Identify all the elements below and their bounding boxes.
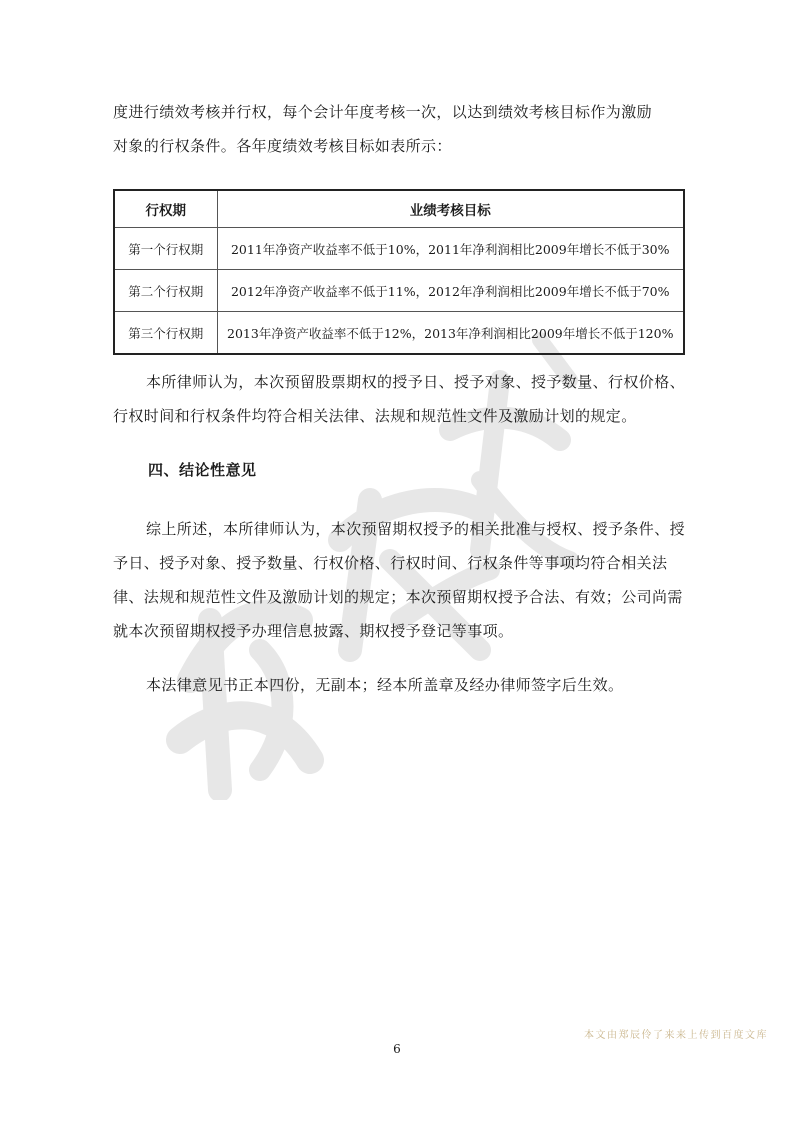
lawyer-opinion-paragraph: 本所律师认为，本次预留股票期权的授予日、授予对象、授予数量、行权价格、行权时间和行权条件均符合相关法律、法规和规范性文件及激励计划的规定。 <box>113 373 686 425</box>
upload-note: 本文由郑辰伶了来来上传到百度文库 <box>584 1030 768 1041</box>
paragraph-line: 度进行绩效考核并行权，每个会计年度考核一次，以达到绩效考核目标作为激励 <box>113 103 653 121</box>
column-header-target: 业绩考核目标 <box>217 190 684 228</box>
period-cell: 第一个行权期 <box>114 228 217 270</box>
conclusion-paragraph: 综上所述，本所律师认为，本次预留期权授予的相关批准与授权、授予条件、授予日、授予对象、授予数量、行权价格、行权时间、行权条件等事项均符合相关法律、法规和规范性文件及激励计划的规定；本次预留期权授予合法、有效；公司尚需就本次预留期权授予办理信息披露、期权授予登记等事项。 <box>113 520 686 640</box>
closing-paragraph: 本法律意见书正本四份，无副本；经本所盖章及经办律师签字后生效。 <box>146 676 624 694</box>
performance-target-table <box>113 189 685 355</box>
column-header-period: 行权期 <box>114 190 217 228</box>
period-cell: 第二个行权期 <box>114 270 217 312</box>
target-cell: 2013年净资产收益率不低于12%，2013年净利润相比2009年增长不低于120% <box>217 312 684 355</box>
table-row <box>114 270 684 312</box>
paragraph-line: 对象的行权条件。各年度绩效考核目标如表所示： <box>113 137 452 155</box>
period-cell: 第三个行权期 <box>114 312 217 355</box>
target-cell: 2012年净资产收益率不低于11%，2012年净利润相比2009年增长不低于70% <box>217 270 684 312</box>
table-row <box>114 312 684 355</box>
table-row <box>114 228 684 270</box>
page-number: 6 <box>393 1042 401 1056</box>
target-cell: 2011年净资产收益率不低于10%，2011年净利润相比2009年增长不低于30% <box>217 228 684 270</box>
section-heading: 四、结论性意见 <box>148 461 257 479</box>
table-header-row <box>114 190 684 228</box>
